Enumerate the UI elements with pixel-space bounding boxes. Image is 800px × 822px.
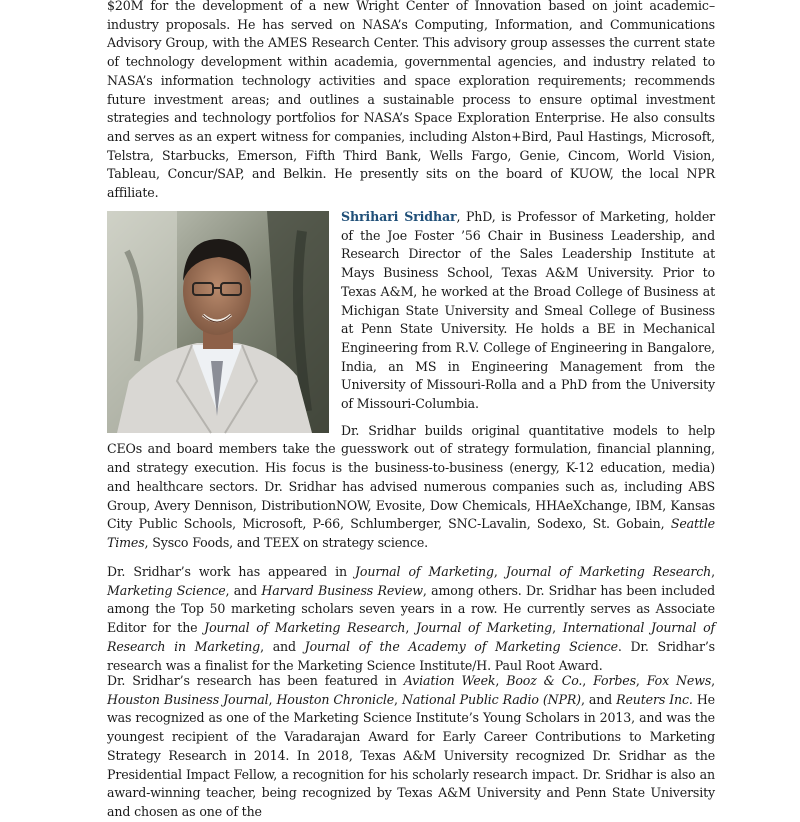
text-run: Dr. Sridhar’s research has been featured in xyxy=(107,673,404,688)
author-photo-image xyxy=(107,211,329,433)
text-run: , xyxy=(711,673,716,688)
paragraph-text-block xyxy=(107,672,715,822)
media-outlet: National Public Radio (NPR) xyxy=(401,691,581,707)
paragraph-text-block xyxy=(107,563,715,675)
text-run: , and xyxy=(260,638,305,654)
bio-paragraph-strategy xyxy=(107,422,715,553)
author-bio-section xyxy=(107,208,715,553)
text-run: , and xyxy=(225,582,262,598)
text-run: . Dr. Sridhar’s research was a finalist for the Marketing Science Institute/H. Paul Root Award. xyxy=(107,638,715,673)
author-name: Shrihari Sridhar xyxy=(341,209,457,224)
journal-title: Marketing Science xyxy=(107,582,226,598)
journal-title: Harvard Business Review xyxy=(261,582,423,598)
text-run: , xyxy=(268,691,277,707)
text-run: Dr. Sridhar’s work has appeared in xyxy=(107,564,356,579)
paragraph-prior-bio xyxy=(107,0,715,203)
publication-title: Seattle Times xyxy=(107,516,715,550)
text-run: , xyxy=(405,620,416,636)
text-run: , xyxy=(552,620,563,636)
paragraph-text: , Sysco Foods, and TEEX on strategy science. xyxy=(144,534,429,550)
text-run: , and xyxy=(580,691,617,707)
journal-title: International Journal of Research in Marketing xyxy=(107,620,716,654)
journal-title: Journal of Marketing xyxy=(355,564,494,579)
journal-title: Journal of the Academy of Marketing Science xyxy=(304,638,618,654)
media-outlet: Booz & Co. xyxy=(506,673,583,688)
paragraph-text: Dr. Sridhar builds original quantitative models to help CEOs and board members take the guesswork out of strategy formulation, financial planning, and strategy execution. His focus is the business-to-business (energy, K-12 education, media) and healthcare sectors. Dr. Sridhar has advised numerous companies such as, including ABS Group, Avery Dennison, DistributionNOW, Evosite, Dow Chemicals, HHAeXchange, IBM, Kansas City Public Schools, Microsoft, P-66, Schlumberger, SNC-Lavalin, Sodexo, St. Gobain, xyxy=(107,422,715,532)
text-run: , xyxy=(493,564,506,579)
media-outlet: Reuters Inc. xyxy=(616,691,693,707)
media-outlet: Houston Chronicle xyxy=(276,691,395,707)
author-photo xyxy=(107,211,329,433)
bio-intro-text: , PhD, is Professor of Marketing, holder of the Joe Foster ’56 Chair in Business Leadership, and Research Director of the Sales Leadership Institute at Mays Business School, Texas A&M University. Prior to Texas A&M, he worked at the Broad College of Business at Michigan State University and Smeal College of Business at Penn State University. He holds a BE in Mechanical Engineering from R.V. College of Engineering in Bangalore, India, an MS in Engineering Management from the University of Missouri-Rolla and a PhD from the University of Missouri-Columbia. xyxy=(341,209,715,412)
text-run: , xyxy=(582,673,594,688)
text-run: , xyxy=(495,673,507,688)
media-outlet: Fox News xyxy=(646,673,712,688)
journal-title: Journal of Marketing xyxy=(415,620,553,636)
media-outlet: Houston Business Journal xyxy=(107,691,269,707)
journal-title: Journal of Marketing Research xyxy=(505,564,712,579)
text-run: , xyxy=(394,691,402,707)
journal-title: Journal of Marketing Research xyxy=(204,620,406,636)
paragraph-media xyxy=(107,672,715,822)
media-outlet: Forbes xyxy=(593,673,636,688)
text-run: , among others. Dr. Sridhar has been included among the Top 50 marketing scholars seven years in a row. He currently serves as Associate Editor for the xyxy=(107,582,715,636)
text-run: , xyxy=(711,564,715,579)
media-outlet: Aviation Week xyxy=(403,673,496,688)
paragraph-publications xyxy=(107,563,715,675)
paragraph-text: $20M for the development of a new Wright Center of Innovation based on joint academic–industry proposals. He has served on NASA’s Computing, Information, and Communications Advisory Group, with the AMES Research Center. This advisory group assesses the current state of technology development within academia, governmental agencies, and industry related to NASA’s information technology activities and space exploration requirements; recommends future investment areas; and outlines a sustainable process to ensure optimal investment strategies and technology portfolios for NASA’s Space Exploration Enterprise. He also consults and serves as an expert witness for companies, including Alston+Bird, Paul Hastings, Microsoft, Telstra, Starbucks, Emerson, Fifth Third Bank, Wells Fargo, Genie, Cincom, World Vision, Tableau, Concur/SAP, and Belkin. He presently sits on the board of KUOW, the local NPR affiliate. xyxy=(107,0,715,201)
text-run: He was recognized as one of the Marketing Science Institute’s Young Scholars in 2013, and was the youngest recipient of the Varadarajan Award for Early Career Contributions to Marketing Strategy Research in 2014. In 2018, Texas A&M University recognized Dr. Sridhar as the Presidential Impact Fellow, a recognition for his scholarly research impact. Dr. Sridhar is also an award-winning teacher, being recognized by Texas A&M University and Penn State University and chosen as one of the xyxy=(107,691,715,819)
text-run: , xyxy=(635,673,647,688)
